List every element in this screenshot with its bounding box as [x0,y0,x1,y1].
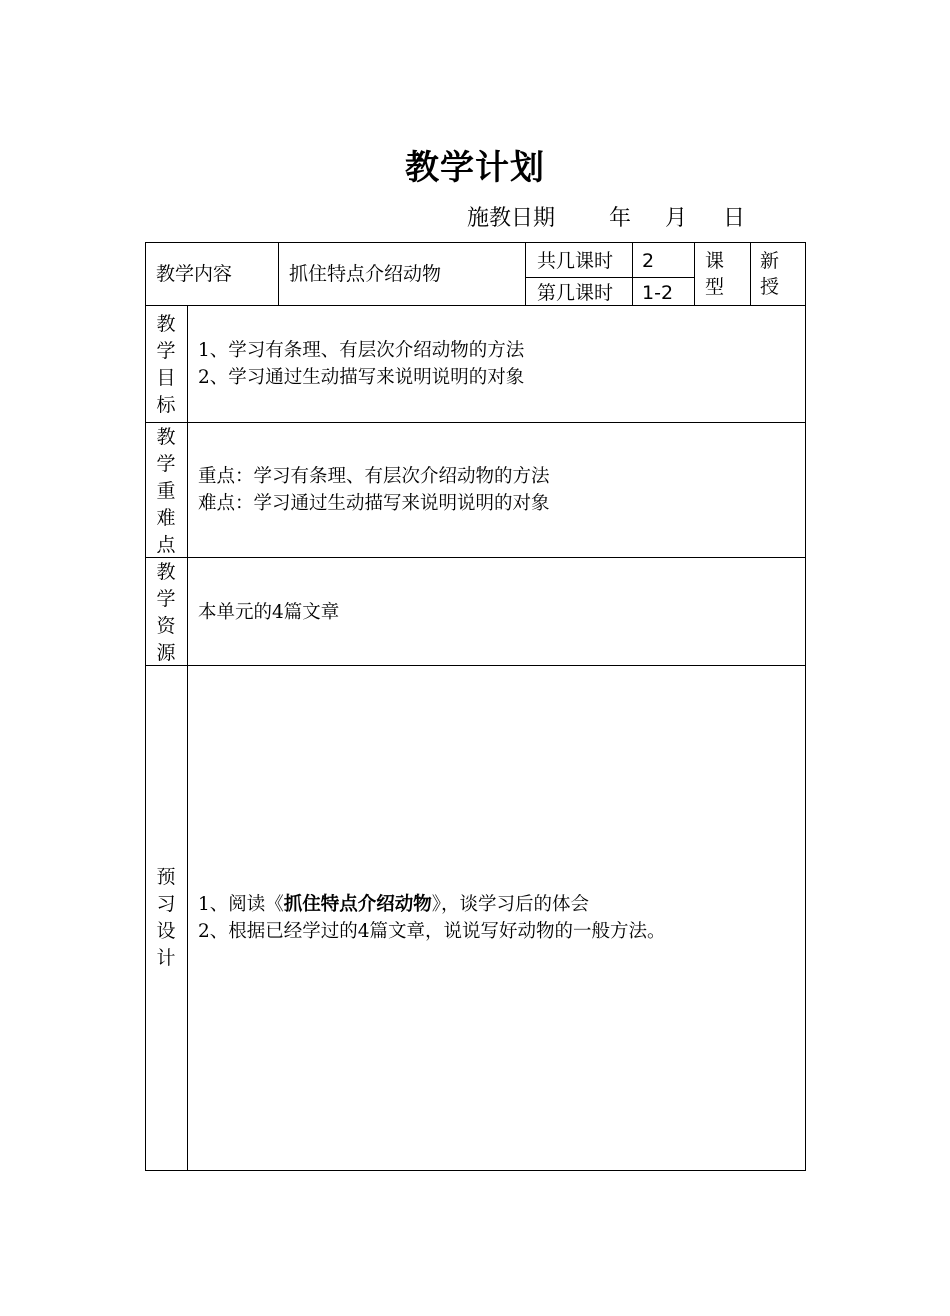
date-day: 日 [723,206,746,231]
content-label: 教学内容 [156,263,233,285]
content-value: 抓住特点介绍动物 [289,263,442,285]
key-points-label: 教 学 重 难 点 [156,426,176,556]
goals-label: 教 学 目 标 [156,313,176,416]
lesson-type-value: 新 授 [760,250,780,298]
preview-line-1: 1、阅读《抓住特点介绍动物》，谈学习后的体会 [198,894,590,915]
lesson-type-label: 课 型 [705,250,725,298]
total-hours-value: 2 [642,250,655,272]
key-points-text: 重点：学习有条理、有层次介绍动物的方法 难点：学习通过生动描写来说明说明的对象 [198,466,550,514]
total-hours-label: 共几课时 [537,250,614,272]
preview-line-2: 2、根据已经学过的4篇文章，说说写好动物的一般方法。 [198,921,666,942]
resources-label: 教 学 资 源 [156,561,176,664]
current-hour-label: 第几课时 [537,282,614,304]
teaching-date [467,201,745,232]
preview-label: 预 习 设 计 [156,866,176,969]
date-month: 月 [665,206,688,231]
date-label: 施教日期 [467,206,556,231]
page-title: 教学计划 [405,148,545,188]
date-year: 年 [609,206,632,231]
current-hour-value: 1-2 [642,282,674,304]
goals-text: 1、学习有条理、有层次介绍动物的方法 2、学习通过生动描写来说明说明的对象 [198,340,525,388]
resources-text: 本单元的4篇文章 [198,602,340,623]
preview-text [198,891,666,945]
